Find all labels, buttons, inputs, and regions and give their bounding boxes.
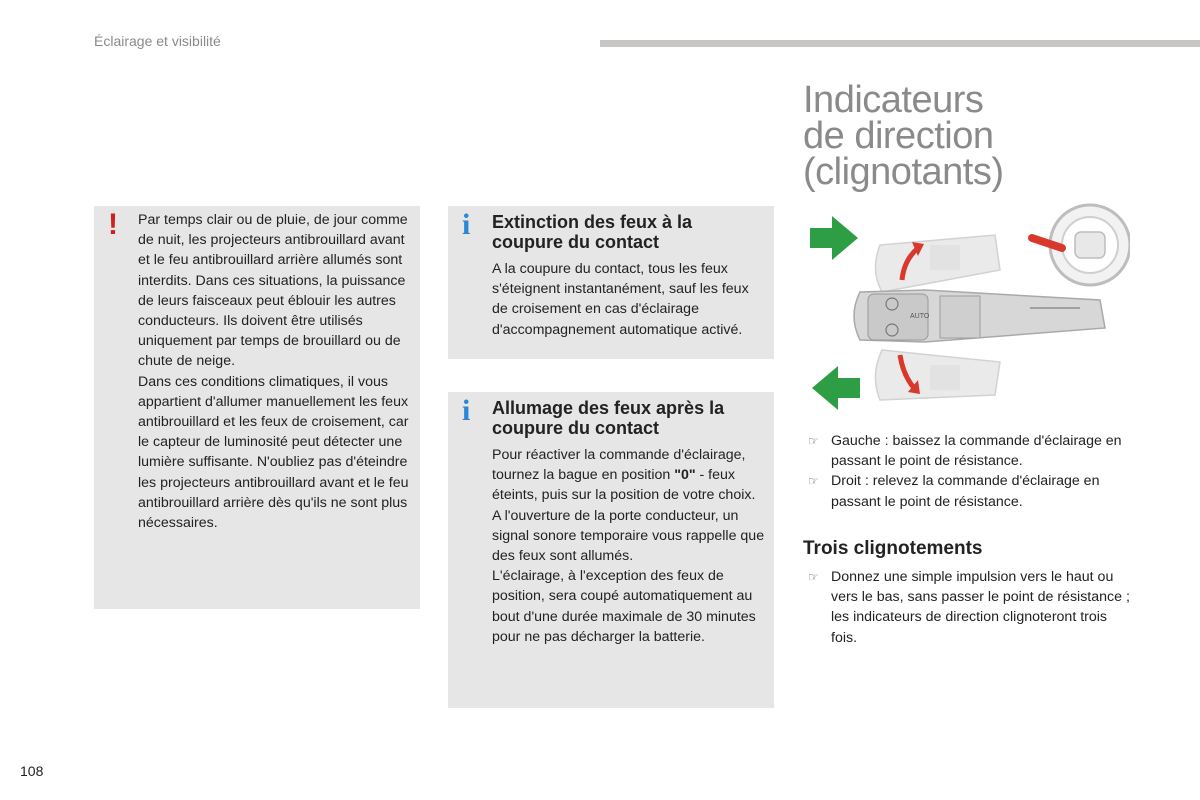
indicator-instructions — [806, 431, 1136, 512]
exclamation-icon: ! — [108, 208, 118, 241]
green-arrow-left-icon — [812, 366, 860, 410]
list-item-text: Droit : relevez la commande d'éclairage en passant le point de résistance. — [831, 473, 1100, 510]
page-heading-line: (clignotants) — [803, 151, 1004, 193]
stalk-label: AUTO — [910, 313, 930, 320]
info-text-fragment: - feux éteints, puis sur la position de votre choix. — [492, 467, 756, 504]
info-paragraph — [492, 445, 768, 506]
pointing-hand-icon: ☞ — [808, 434, 819, 448]
info-icon: i — [462, 208, 471, 241]
info-box-heading: Allumage des feux après la coupure du contact — [492, 398, 725, 438]
info-text-fragment: Pour réactiver la commande d'éclairage, tournez la bague en position — [492, 447, 746, 484]
info-icon: i — [462, 394, 471, 427]
page-number: 108 — [20, 763, 44, 779]
page-heading-line: Indicateurs — [803, 79, 984, 121]
warning-paragraph: Dans ces conditions climatiques, il vous appartient d'allumer manuellement les feux antibrouillard et les feux de croisement, car le capteur de luminosité peut détecter une lumière suffisante. N'oubliez pas d'éteindre les projecteurs antibrouillard avant et le feu antibrouillard arrière dès qu'ils ne sont plus nécessaires. — [138, 373, 409, 532]
info-box-text: A la coupure du contact, tous les feux s'éteignent instantanément, sauf les feux de croisement en cas d'éclairage d'accompagnement automatique activé. — [492, 261, 749, 338]
header-rule — [600, 40, 1200, 47]
page-heading — [803, 79, 1004, 193]
steering-wheel-icon — [1032, 205, 1130, 285]
green-arrow-right-icon — [810, 216, 858, 260]
pointing-hand-icon: ☞ — [808, 474, 819, 489]
list-item-text: Gauche : baissez la commande d'éclairage en passant le point de résistance. — [831, 433, 1122, 470]
stalk-main — [854, 290, 1105, 342]
list-item — [806, 431, 1136, 471]
info-box-heading: Extinction des feux à la coupure du contact — [492, 212, 693, 252]
section-title: Éclairage et visibilité — [94, 33, 221, 49]
pointing-hand-icon: ☞ — [808, 570, 819, 584]
warning-paragraph: Par temps clair ou de pluie, de jour comme de nuit, les projecteurs antibrouillard avant et le feu antibrouillard arrière allumés sont interdits. Dans ces situations, la puissance de leurs faisceaux peut éblouir les autres conducteurs. Ils doivent être utilisés uniquement par temps de brouillard ou de chute de neige. — [138, 212, 408, 370]
page-heading-line: de direction — [803, 115, 994, 157]
info-box-text — [492, 445, 768, 647]
warning-text — [138, 210, 414, 533]
stalk-up-position — [875, 235, 1000, 292]
list-item-text: Donnez une simple impulsion vers le haut ou vers le bas, sans passer le point de résistance ; les indicateurs de direction clignoteront trois fois. — [831, 569, 1130, 646]
info-paragraph: A l'ouverture de la porte conducteur, un signal sonore temporaire vous rappelle que des feux sont allumés. — [492, 507, 765, 565]
info-paragraph: L'éclairage, à l'exception des feux de position, sera coupé automatiquement au bout d'une durée maximale de 30 minutes pour ne pas décharger la batterie. — [492, 568, 756, 645]
list-item — [806, 471, 1136, 511]
lighting-stalk-illustration — [800, 200, 1130, 425]
sub-heading-three-flashes: Trois clignotements — [803, 538, 983, 559]
stalk-down-position — [875, 350, 1000, 400]
position-value: "0" — [674, 467, 696, 484]
three-flashes-instructions — [806, 567, 1136, 648]
list-item — [806, 567, 1136, 648]
